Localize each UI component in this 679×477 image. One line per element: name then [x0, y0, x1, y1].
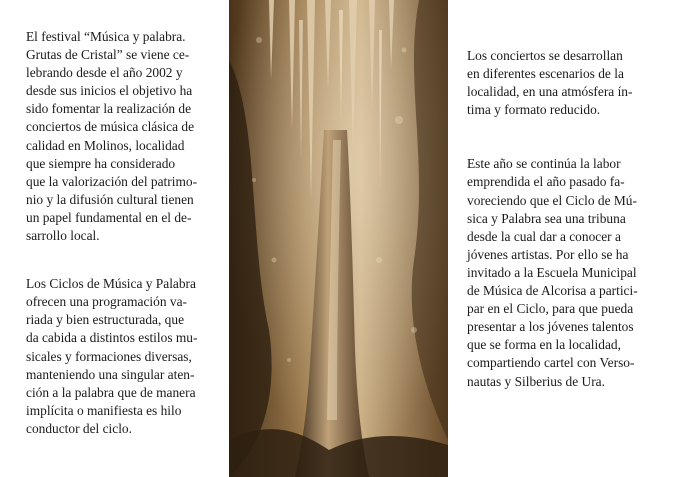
cave-stalactites-photo — [229, 0, 448, 477]
festival-intro-paragraph: El festival “Música y palabra. Grutas de Cristal” se viene ce- lebrando desde el año 2002 y desde sus inicios el objetivo ha sido fomentar la realización de conciertos de música clásica de calidad en Molinos, localidad que siempre ha considerado que la valorización del patrimo- nio y la difusión cultural tienen un papel fundamental en el de- sarrollo local. — [26, 29, 198, 244]
cycles-description-paragraph: Los Ciclos de Música y Palabra ofrecen una programación va- riada y bien estructurada, que da cabida a distintos estilos mu- sicales y formaciones diversas, manteniendo una singular aten- ción a la palabra que de manera implícita o manifiesta es hilo conductor del ciclo. — [26, 276, 198, 436]
young-artists-paragraph: Este año se continúa la labor emprendida el año pasado fa- voreciendo que el Ciclo de Mú- sica y Palabra sea una tribuna desde la cual dar a conocer a jóvenes artistas. Por ello se ha invitado a la Escuela Municipal de Música de Alcorisa a partici- par en el Ciclo, para que pueda presentar a los jóvenes talentos que se forma en la localidad, compartiendo cartel con Verso- nautas y Silberius de Ura. — [467, 156, 638, 389]
right-text-column — [467, 47, 663, 391]
concert-venues-paragraph: Los conciertos se desarrollan en diferentes escenarios de la localidad, en una atmósfera ín- tima y formato reducido. — [467, 48, 633, 118]
left-text-column — [26, 28, 222, 438]
